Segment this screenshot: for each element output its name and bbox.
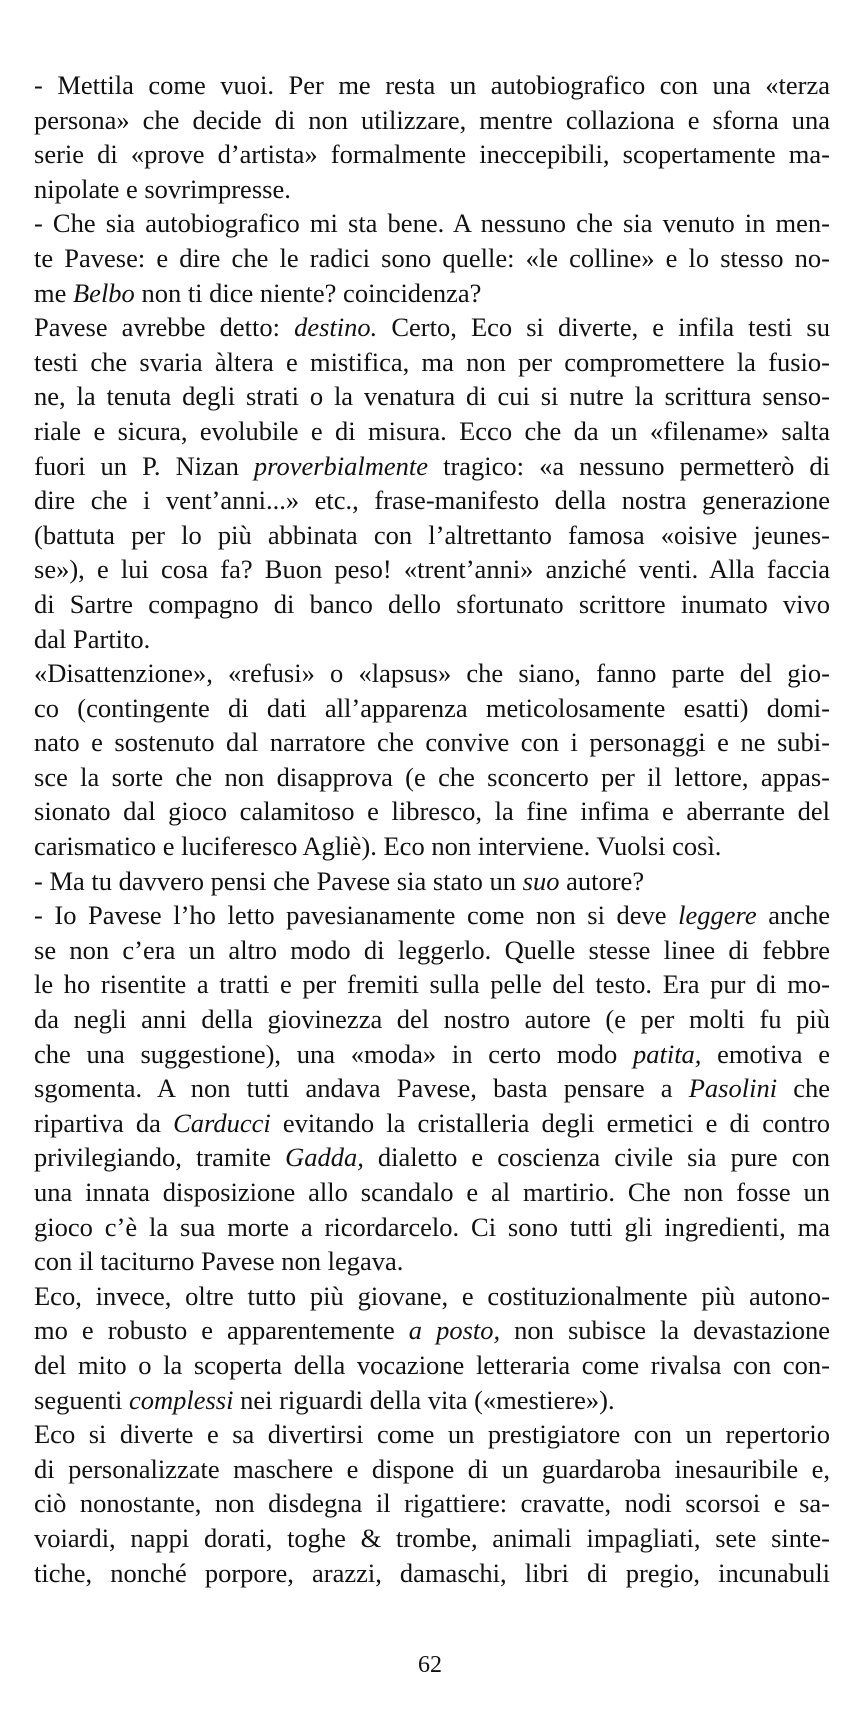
text-line: con il taciturno Pavese non legava. — [34, 1246, 404, 1277]
text-line: mo e robusto e apparentemente a posto, non subisce la devastazione — [34, 1315, 831, 1346]
text-line: - Mettila come vuoi. Per me resta un autobiografico con una «terza — [34, 70, 830, 100]
text-line: co (contingente di dati all’apparenza meticolosamente esatti) domi- — [34, 692, 830, 723]
text-line: «Disattenzione», «refusi» o «lapsus» che siano, fanno parte del gio- — [34, 658, 830, 689]
text-line: - Ma tu davvero pensi che Pavese sia stato un suo autore? — [34, 865, 645, 896]
text-line: da negli anni della giovinezza del nostro autore (e per molti fu più — [34, 1004, 830, 1035]
text-line: dal Partito. — [34, 623, 151, 654]
text-line: carismatico e luciferesco Agliè). Eco non interviene. Vuolsi così. — [34, 831, 722, 862]
text-line: testi che svaria àltera e mistifica, ma non per compromettere la fusio- — [34, 346, 830, 377]
text-line: tiche, nonché porpore, arazzi, damaschi, libri di pregio, incunabuli — [34, 1557, 830, 1588]
text-line: persona» che decide di non utilizzare, mentre collaziona e sforna una — [34, 104, 830, 135]
text-line: dire che i vent’anni...» etc., frase-manifesto della nostra generazione — [34, 485, 830, 516]
text-line: le ho risentite a tratti e per fremiti sulla pelle del testo. Era pur di mo- — [34, 969, 830, 1000]
text-line: sionato dal gioco calamitoso e libresco, la fine infima e aberrante del — [34, 796, 830, 827]
text-line: Pavese avrebbe detto: destino. Certo, Eco si diverte, e infila testi su — [34, 312, 830, 343]
text-line: me Belbo non ti dice niente? coincidenza? — [34, 277, 482, 308]
text-line: nato e sostenuto dal narratore che convive con i personaggi e ne subi- — [34, 727, 830, 758]
text-line: che una suggestione), una «moda» in certo modo patita, emotiva e — [34, 1038, 831, 1069]
text-line: ne, la tenuta degli strati o la venatura di cui si nutre la scrittura senso- — [34, 381, 830, 412]
text-line: - Io Pavese l’ho letto pavesianamente come non si deve leggere anche — [34, 900, 830, 931]
text-line: ripartiva da Carducci evitando la cristalleria degli ermetici e di contro — [34, 1107, 830, 1138]
text-line: se»), e lui cosa fa? Buon peso! «trent’anni» anziché venti. Alla faccia — [34, 554, 830, 585]
text-line: di personalizzate maschere e dispone di un guardaroba inesauribile e, — [34, 1453, 830, 1484]
text-line: fuori un P. Nizan proverbialmente tragico: «a nessuno permetterò di — [34, 450, 830, 481]
text-line: Eco, invece, oltre tutto più giovane, e costituzionalmente più autono- — [34, 1280, 830, 1311]
text-line: nipolate e sovrimpresse. — [34, 173, 291, 204]
text-line: gioco c’è la sua morte a ricordarcelo. Ci sono tutti gli ingredienti, ma — [34, 1211, 830, 1242]
text-line: te Pavese: e dire che le radici sono quelle: «le colline» e lo stesso no- — [34, 242, 830, 273]
text-line: del mito o la scoperta della vocazione letteraria come rivalsa con con- — [34, 1349, 830, 1380]
text-line: seguenti complessi nei riguardi della vita («mestiere»). — [34, 1384, 615, 1415]
text-line: sce la sorte che non disapprova (e che sconcerto per il lettore, appas- — [34, 761, 830, 792]
text-line: serie di «prove d’artista» formalmente ineccepibili, scopertamente ma- — [34, 139, 830, 170]
text-line: ciò nonostante, non disdegna il rigattiere: cravatte, nodi scorsoi e sa- — [34, 1488, 830, 1519]
text-line: (battuta per lo più abbinata con l’altrettanto famosa «oisive jeunes- — [34, 519, 830, 550]
page-number: 62 — [418, 1652, 442, 1678]
text-line: sgomenta. A non tutti andava Pavese, basta pensare a Pasolini che — [34, 1073, 831, 1104]
text-line: di Sartre compagno di banco dello sfortunato scrittore inumato vivo — [34, 588, 830, 619]
body-text — [34, 68, 830, 1590]
text-line: voiardi, nappi dorati, toghe & trombe, animali impagliati, sete sinte- — [34, 1522, 830, 1553]
text-line: una innata disposizione allo scandalo e al martirio. Che non fosse un — [34, 1177, 830, 1207]
text-line: privilegiando, tramite Gadda, dialetto e coscienza civile sia pure con — [34, 1142, 830, 1173]
text-line: - Che sia autobiografico mi sta bene. A nessuno che sia venuto in men- — [34, 208, 830, 239]
text-line: se non c’era un altro modo di leggerlo. Quelle stesse linee di febbre — [34, 934, 830, 965]
text-line: Eco si diverte e sa divertirsi come un prestigiatore con un repertorio — [34, 1419, 830, 1450]
text-line: riale e sicura, evolubile e di misura. Ecco che da un «filename» salta — [34, 415, 830, 446]
